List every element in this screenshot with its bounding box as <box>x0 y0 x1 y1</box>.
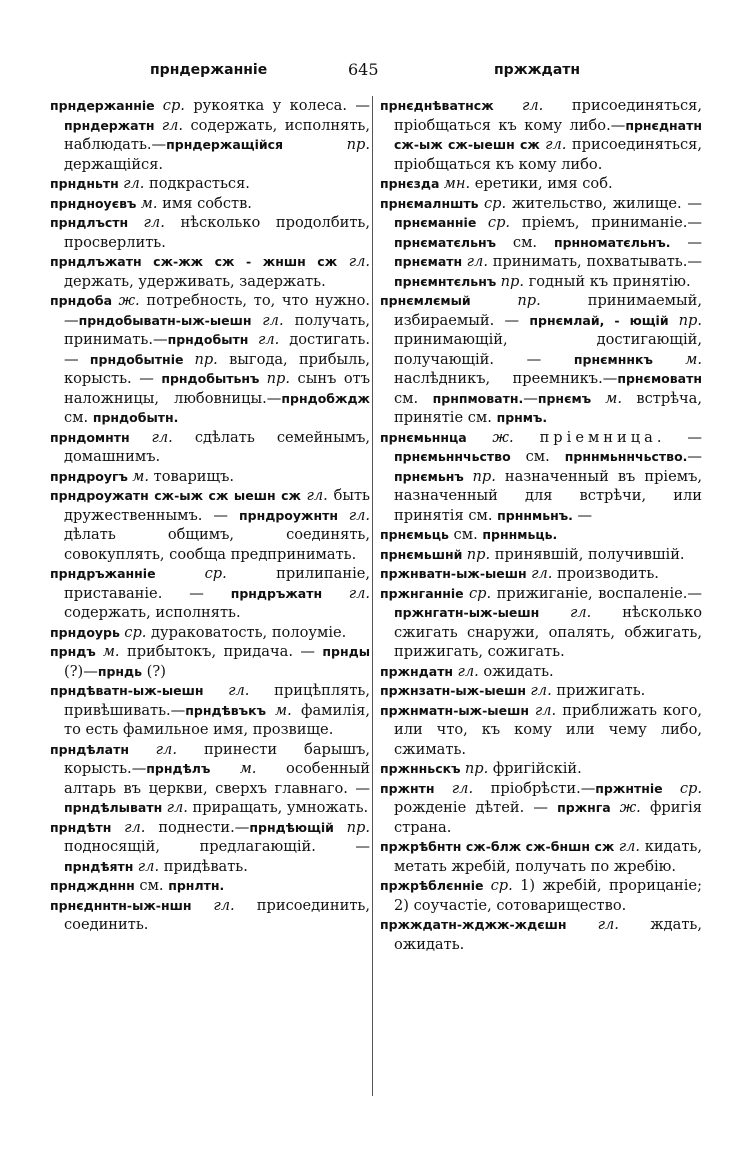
dictionary-entry <box>380 564 702 584</box>
headword: пржндатн <box>380 663 458 679</box>
headword: прнєзда <box>380 176 444 191</box>
headword: пржнзатн-ыж-ыешн <box>380 683 531 698</box>
grammar-abbr: гл. <box>530 682 552 699</box>
headword: прндержанніе <box>50 98 163 113</box>
headword: прндроужатн сж-ыж сж ыешн сж <box>50 488 307 503</box>
dictionary-entry <box>50 681 370 740</box>
definition-text: рожденіе дѣтей. — <box>394 799 558 816</box>
grammar-abbr: гл. <box>348 584 371 602</box>
grammar-abbr: пр. <box>464 760 489 777</box>
definition-text: прицѣплять, привѣшивать.— <box>64 682 371 719</box>
definition-text: рукоятка у колеса. — <box>184 97 370 114</box>
definition-text: товарищъ. <box>149 467 235 485</box>
grammar-abbr: гл. <box>348 506 370 524</box>
grammar-abbr: ср. <box>124 623 147 641</box>
headword: прндньтн <box>50 176 124 191</box>
grammar-abbr: ср. <box>490 877 513 894</box>
definition-text: назначенный въ пріемъ, назначенный для встрѣчи, или принятія см. <box>394 467 702 524</box>
grammar-abbr: ж. <box>619 799 641 816</box>
definition-text: быть дружественнымъ. — <box>64 487 370 524</box>
definition-text: ждать, ожидать. <box>394 916 702 953</box>
grammar-abbr: пр. <box>266 370 291 387</box>
headword: прндобытн. <box>92 410 179 425</box>
headword: прнєднѣватнсж <box>380 98 522 113</box>
definition-text: содержать, исполнять, наблюдать.— <box>64 116 370 153</box>
dictionary-entry <box>380 525 702 545</box>
dictionary-entry <box>380 681 702 701</box>
grammar-abbr: пр. <box>472 467 496 485</box>
grammar-abbr: гл. <box>143 214 165 231</box>
grammar-abbr: ср. <box>204 565 227 582</box>
dictionary-entry <box>50 174 370 194</box>
grammar-abbr: гл. <box>597 916 619 933</box>
definition-text: см. <box>448 526 483 543</box>
definition-text: особенный алтарь въ церкви, сверхъ главнаго. — <box>64 760 371 797</box>
definition-text: принести барышъ, корысть.— <box>64 740 370 777</box>
grammar-abbr: гл. <box>213 896 235 914</box>
grammar-abbr: гл. <box>161 116 184 134</box>
headword: прндѣтн <box>50 819 125 835</box>
headword: пржнматн-ыж-ыешн <box>380 702 535 718</box>
grammar-abbr: мн. <box>443 175 471 192</box>
definition-text: придѣвать. <box>159 857 248 875</box>
grammar-abbr: пр. <box>194 350 218 368</box>
headword: прндержащійся <box>166 137 347 152</box>
grammar-abbr: гл. <box>151 428 173 446</box>
definition-text: фамилія, то есть фамильное имя, прозвище. <box>64 701 371 738</box>
headword: прнємьннчьство <box>394 449 511 464</box>
definition-text: принимающій, достигающій, получающій. — <box>394 331 702 368</box>
headword: прндомнтн <box>50 429 152 445</box>
headword: прндѣятн <box>64 858 138 874</box>
grammar-abbr: м. <box>140 194 158 212</box>
headword: прндобждж <box>281 390 370 406</box>
headword: прннмьнъ. <box>497 507 573 523</box>
headword: прнєманніе <box>394 215 488 230</box>
right-column <box>380 96 702 954</box>
headword: прндь <box>97 663 143 679</box>
definition-text: см. <box>496 233 554 251</box>
headword: прнємннкъ <box>573 351 686 367</box>
dictionary-entry <box>50 623 370 643</box>
definition-text: подносящій, предлагающій. — <box>64 838 370 855</box>
grammar-abbr: м. <box>274 701 292 719</box>
headword: прнємьць <box>380 527 449 542</box>
definition-text: — <box>670 233 702 251</box>
dictionary-entry <box>380 662 702 682</box>
grammar-abbr: гл. <box>451 779 474 797</box>
headword: прнєдннтн-ыж-ншн <box>50 897 214 913</box>
dictionary-entry <box>380 291 702 428</box>
definition-text: пріемъ, приниманіе.— <box>510 214 703 231</box>
grammar-abbr: ж. <box>492 428 514 446</box>
headword: прннмьць. <box>482 527 558 542</box>
grammar-abbr: гл. <box>466 253 488 270</box>
dictionary-entry <box>50 428 370 467</box>
definition-text: присоединить, соединить. <box>64 896 370 933</box>
dictionary-entry <box>380 701 702 760</box>
definition-text: годный къ принятію. <box>523 272 691 290</box>
grammar-abbr: гл. <box>531 565 553 582</box>
definition-text: фригія страна. <box>394 799 702 836</box>
headword: прндѣлатн <box>50 741 156 757</box>
headword: прндоба <box>50 293 119 308</box>
definition-text: имя собств. <box>157 194 252 212</box>
dictionary-entry <box>50 194 370 214</box>
grammar-abbr: гл. <box>137 857 160 875</box>
definition-text: потребность, то, что нужно.— <box>64 292 371 329</box>
definition-text: см. <box>394 389 433 407</box>
definition-text: см. <box>510 448 565 465</box>
definition-text: см. <box>134 877 169 894</box>
headword: пржнньскъ <box>380 761 465 776</box>
definition-text: — <box>572 506 593 524</box>
headword: прнєматєльнъ <box>394 234 497 250</box>
definition-text: пріемница <box>539 428 657 446</box>
grammar-abbr: ср. <box>162 97 185 114</box>
headword: прнємьшнй <box>380 546 467 562</box>
headword: прнємнтєльнъ <box>394 273 501 289</box>
headword: прнємъ <box>537 390 606 406</box>
left-column <box>50 96 370 935</box>
headword: пржрѣблєнніе <box>380 878 491 893</box>
definition-text: нѣсколько продолбить, просверлить. <box>64 214 370 251</box>
definition-text: принимаемый, избираемый. — <box>394 292 702 329</box>
definition-text: еретики, имя соб. <box>470 175 613 192</box>
grammar-abbr: м. <box>685 350 702 368</box>
headword: прндъ <box>50 644 103 659</box>
dictionary-entry <box>50 564 370 623</box>
dictionary-entry <box>50 896 370 935</box>
definition-text: наслѣдникъ, преемникъ.— <box>394 370 618 387</box>
grammar-abbr: ср. <box>483 194 507 212</box>
grammar-abbr: гл. <box>570 604 592 621</box>
definition-text <box>514 429 540 446</box>
headword: прндобытніе <box>89 351 195 367</box>
definition-text: встрѣча, принятіе см. <box>394 389 703 426</box>
headword: прндержатн <box>64 117 162 133</box>
dictionary-entry <box>50 876 370 896</box>
headword: прндноуєвъ <box>50 195 141 211</box>
dictionary-entry <box>380 837 702 876</box>
definition-text: (?)— <box>64 662 98 680</box>
dictionary-entry <box>380 545 702 565</box>
dictionary-entry <box>380 876 702 915</box>
definition-text: жительство, жилище. — <box>506 194 702 212</box>
headword: прнєматн <box>394 254 467 269</box>
definition-text: см. <box>64 409 93 426</box>
dictionary-entry <box>50 213 370 252</box>
definition-text: — <box>523 389 538 407</box>
definition-text: выгода, прибыль, корысть. — <box>64 350 371 387</box>
grammar-abbr: м. <box>102 643 120 660</box>
definition-text: прибытокъ, придача. — <box>119 643 323 660</box>
dictionary-entry <box>50 252 370 291</box>
definition-text: поднести.— <box>145 818 250 836</box>
running-head-right: пржждатн <box>494 62 581 78</box>
definition-text: производить. <box>552 565 659 582</box>
headword: прнєднатн сж-ыж сж-ыешн сж <box>394 117 702 152</box>
definition-text: присоединяться, пріобщаться къ кому либо. <box>394 136 702 173</box>
grammar-abbr: пр. <box>517 292 541 309</box>
headword: пржнга <box>557 800 620 815</box>
grammar-abbr: пр. <box>466 545 491 563</box>
dictionary-entry <box>50 818 370 877</box>
dictionary-entry <box>50 96 370 174</box>
grammar-abbr: гл. <box>457 662 479 680</box>
dictionary-entry <box>380 915 702 954</box>
headword: прнємалншть <box>380 195 484 211</box>
definition-text: принимать, похватывать.— <box>487 253 702 270</box>
headword: прндобыватн-ыж-ыешн <box>78 312 263 328</box>
grammar-abbr: м. <box>239 760 257 777</box>
headword: прндлъстн <box>50 215 144 230</box>
headword: прнємлай, - ющій <box>529 312 679 328</box>
definition-text: подкрасться. <box>144 175 250 192</box>
dictionary-entry <box>380 428 702 526</box>
grammar-abbr: гл. <box>124 818 146 836</box>
headword: прнды <box>322 644 370 659</box>
headword: пржждатн-жджж-ждєшн <box>380 917 598 932</box>
headword: пржнтн <box>380 780 452 796</box>
grammar-abbr: ср. <box>679 779 702 797</box>
headword: прндждннн <box>50 878 135 893</box>
dictionary-entry <box>380 96 702 174</box>
headword: прндръжатн <box>230 585 349 601</box>
headword: прндлъжатн сж-жж сж - жншн сж <box>50 254 349 269</box>
definition-text: сынъ отъ наложницы, любовницы.— <box>64 370 371 407</box>
dictionary-entry <box>380 194 702 292</box>
grammar-abbr: пр. <box>500 272 524 290</box>
headword: пржнватн-ыж-ыешн <box>380 566 532 581</box>
headword: прнпмоватн. <box>432 390 524 406</box>
headword: прнноматєльнъ. <box>553 234 671 250</box>
headword: прнмъ. <box>496 410 548 425</box>
definition-text: получать, принимать.— <box>64 311 370 348</box>
grammar-abbr: гл. <box>534 701 557 719</box>
headword: прнємлємый <box>380 293 518 308</box>
grammar-abbr: пр. <box>678 311 703 329</box>
dictionary-entry <box>380 759 702 779</box>
grammar-abbr: гл. <box>228 682 250 699</box>
definition-text: держащійся. <box>64 155 164 173</box>
dictionary-entry <box>50 642 370 681</box>
headword: прнлтн. <box>168 878 225 893</box>
definition-text: принявшій, получившій. <box>490 545 685 563</box>
definition-text: 1) жребій, прорицаніе; 2) соучастіе, сотоварищество. <box>394 877 702 914</box>
headword: прнємьнъ <box>394 468 473 484</box>
grammar-abbr: гл. <box>166 799 188 816</box>
headword: прнємьннца <box>380 429 493 445</box>
page-header <box>0 62 743 86</box>
definition-text: содержать, исполнять. <box>64 604 241 621</box>
headword: прндоурь <box>50 624 125 640</box>
headword: прндроужнтн <box>239 507 349 523</box>
headword: пржнгатн-ыж-ыешн <box>394 605 570 620</box>
grammar-abbr: ж. <box>118 292 140 309</box>
grammar-abbr: ср. <box>468 584 492 602</box>
grammar-abbr: ср. <box>487 214 511 231</box>
headword: пржнганніе <box>380 585 469 601</box>
grammar-abbr: м. <box>605 389 622 407</box>
dictionary-entry <box>50 291 370 428</box>
headword: прннмьннчьство. <box>564 449 688 464</box>
dictionary-entry <box>380 779 702 838</box>
headword: прндроугъ <box>50 468 133 484</box>
definition-text: держать, удерживать, задержать. <box>64 272 326 290</box>
column-divider <box>372 96 373 1096</box>
grammar-abbr: гл. <box>521 97 544 114</box>
definition-text: сдѣлать семейнымъ, домашнимъ. <box>64 428 370 465</box>
definition-text: прижигать. <box>551 682 646 699</box>
dictionary-entry <box>380 174 702 194</box>
headword: пржрѣбнтн сж-блж сж-бншн сж <box>380 839 619 854</box>
definition-text: нѣсколько сжигать снаружи, опалять, обжигать, прижигать, сожигать. <box>394 604 703 660</box>
headword: прндѣющій <box>249 819 347 835</box>
definition-text: приближать кого, или что, къ кому или чему либо, сжимать. <box>394 701 703 758</box>
headword: прндѣлыватн <box>64 800 167 815</box>
definition-text: дѣлать общимъ, соединять, совокуплять, сообща предпринимать. <box>64 526 370 563</box>
grammar-abbr: гл. <box>258 331 280 348</box>
headword: прндобытн <box>167 332 259 347</box>
grammar-abbr: м. <box>132 467 150 485</box>
definition-text: пріобрѣсти.— <box>473 779 596 797</box>
headword: прндѣлъ <box>146 761 240 776</box>
grammar-abbr: гл. <box>123 175 145 192</box>
dictionary-entry <box>50 486 370 564</box>
dictionary-entry <box>50 467 370 487</box>
headword: прндѣватн-ыж-ыешн <box>50 683 229 698</box>
definition-text: достигать. — <box>64 331 370 368</box>
definition-text: фригійскій. <box>488 760 582 777</box>
grammar-abbr: пр. <box>346 136 370 153</box>
grammar-abbr: гл. <box>155 740 177 758</box>
definition-text: кидать, метать жребій, получать по жребію. <box>394 838 702 875</box>
dictionary-entry <box>380 584 702 662</box>
grammar-abbr: гл. <box>545 136 567 153</box>
headword: прндобытьнъ <box>161 371 267 386</box>
grammar-abbr: гл. <box>348 253 370 270</box>
headword: прндръжанніе <box>50 566 205 581</box>
definition-text: (?) <box>142 662 166 680</box>
grammar-abbr: гл. <box>262 311 284 329</box>
definition-text: приращать, умножать. <box>187 799 369 816</box>
running-head-left: прндержанніе <box>150 62 268 78</box>
page-number: 645 <box>348 60 379 79</box>
definition-text: — <box>687 448 702 465</box>
headword: пржнтніе <box>595 780 680 796</box>
definition-text: прижиганіе, воспаленіе.— <box>491 584 702 602</box>
dictionary-entry <box>50 740 370 818</box>
definition-text: ожидать. <box>478 662 554 680</box>
definition-text: дураковатость, полоуміе. <box>146 623 347 641</box>
definition-text: прилипаніе, приставаніе. — <box>64 565 371 602</box>
grammar-abbr: гл. <box>618 838 641 855</box>
headword: прнємоватн <box>617 371 702 386</box>
definition-text: . — <box>656 428 703 446</box>
headword: прндѣвъкъ <box>185 702 275 718</box>
grammar-abbr: гл. <box>306 487 328 504</box>
grammar-abbr: пр. <box>346 818 370 836</box>
definition-text: присоединяться, пріобщаться къ кому либо.— <box>394 97 702 134</box>
